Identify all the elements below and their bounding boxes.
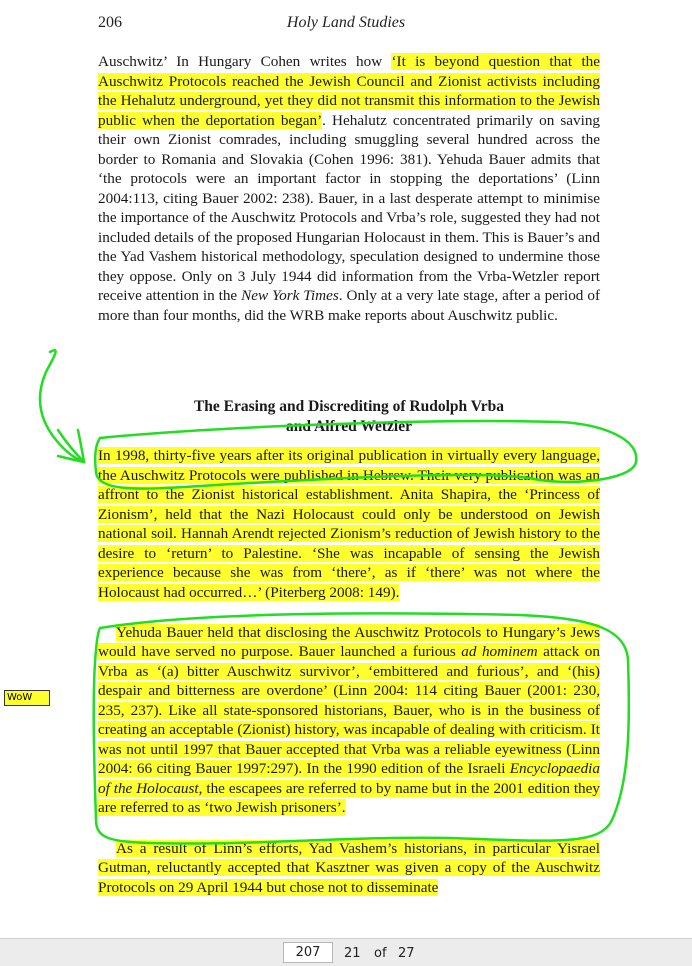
sticky-note-marker[interactable]: WoW	[4, 690, 50, 706]
paragraph-4	[98, 839, 600, 898]
p4-run-0: As a result of Linn’s efforts, Yad Vashem’s historians, in particular Yisrael Gutman, reluctantly accepted that Kasztner was given a copy of the Auschwitz Protocols on 29 April 1944 but chose not to disseminate	[98, 839, 600, 896]
p1-run-3: New York Times	[241, 287, 339, 304]
p1-run-4: . Only at a very late stage, after a period of more than four months, did the WRB make reports about Auschwitz public.	[98, 287, 600, 324]
section-heading	[98, 397, 600, 437]
p3-run-4: , the escapees are referred to by name but in the 2001 edition they are referred to as ‘two Jewish prisoners’.	[98, 779, 600, 816]
page-number-input[interactable]	[283, 942, 333, 963]
p3-run-3: Encyclopaedia of the Holocaust	[98, 760, 600, 797]
arrowhead-annotation	[58, 430, 84, 462]
p3-run-0: Yehuda Bauer held that disclosing the Auschwitz Protocols to Hungary’s Jews would have served no purpose. Bauer launched a furious	[98, 623, 600, 660]
running-head: Holy Land Studies	[286, 14, 406, 31]
p2-run-0: In 1998, thirty-five years after its original publication in virtually every language, the Auschwitz Protocols were published in Hebrew. Their very publication was an affront to the Zionist historical establishment. Anita Shapira, the ‘Princess of Zionism’, held that the Nazi Holocaust could only be understood on Jewish national soil. Hannah Arendt rejected Zionism’s reduction of Jewish history to the desire to ‘return’ to Palestine. ‘She was incapable of sensing the Jewish experience because she was from ‘there’, as if ‘there’ was not where the Holocaust had occurred…’ (Piterberg 2008: 149).	[98, 447, 600, 601]
page-navigation-bar	[0, 938, 692, 966]
curved-arrow-annotation	[40, 350, 84, 462]
p1-run-2: . Hehalutz concentrated primarily on saving their own Zionist comrades, including smuggling several hundred across the border to Romania and Slovakia (Cohen 1996: 381). Yehuda Bauer admits that ‘the protocols were an important factor in stopping the deportations’ (Linn 2004:113, citing Bauer 2002: 238). Bauer, in a last desperate attempt to minimise the importance of the Auschwitz Protocols and Vrba’s role, suggested they had not included details of the proposed Hungarian Holocaust in them. This is Bauer’s and the Yad Vashem historical methodology, speculation designed to undermine those they oppose. Only on 3 July 1944 did information from the Vrba-Wetzler report receive attention in the	[98, 111, 601, 304]
page-number: 206	[98, 14, 122, 31]
p3-run-2: attack on Vrba as ‘(a) bitter Auschwitz survivor’, ‘embittered and furious’, and ‘(his) despair and bitterness are overdone’ (Linn 2004: 114 citing Bauer (2001: 230, 235, 237). Like all state-sponsored historians, Bauer, who is in the business of creating an acceptable (Zionist) history, was incapable of dealing with criticism. It was not until 1997 that Bauer accepted that Vrba was a reliable eyewitness (Linn 2004: 66 citing Bauer 1997:297). In the 1990 edition of the Israeli	[98, 643, 600, 777]
p1-run-1: ‘It is beyond question that the Auschwitz Protocols reached the Jewish Council and Zionist activists including the Hehalutz underground, yet they did not transmit this information to the Jewish public when the deportation began’	[98, 53, 600, 129]
section-heading-line-2: and Alfred Wetzler	[286, 418, 412, 435]
p3-run-1: ad hominem	[461, 643, 538, 660]
total-pages-label: 27	[398, 946, 415, 961]
paragraph-2	[98, 446, 600, 602]
paragraph-1	[98, 52, 600, 325]
of-label: of	[374, 946, 387, 961]
current-page-label: 21	[344, 946, 361, 961]
p1-run-0: Auschwitz’ In Hungary Cohen writes how	[98, 53, 392, 70]
paragraph-3	[98, 623, 600, 818]
section-heading-line-1: The Erasing and Discrediting of Rudolph Vrba	[193, 398, 505, 415]
